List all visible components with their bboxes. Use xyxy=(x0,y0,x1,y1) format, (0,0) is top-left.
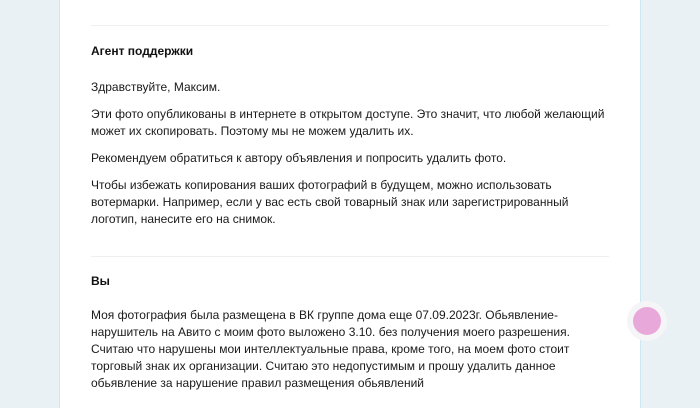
divider xyxy=(91,256,609,257)
message-author: Вы xyxy=(91,274,110,288)
message-paragraph: Здравствуйте, Максим. xyxy=(91,80,221,94)
message-paragraph: Эти фото опубликованы в интернете в открытом доступе. Это значит, что любой желающий может их скопировать. Поэтому мы не можем удалить их. xyxy=(91,107,605,138)
divider xyxy=(91,25,609,26)
message-support xyxy=(91,43,611,228)
message-author: Агент поддержки xyxy=(91,44,194,58)
message-paragraph: Рекомендуем обратиться к автору объявления и попросить удалить фото. xyxy=(91,151,507,165)
message-paragraph: Моя фотография была размещена в ВК группе дома еще 07.09.2023г. Обьявление-нарушитель на Авито с моим фото выложено 3.10. без получения моего разрешения. Считаю что нарушены мои интеллектуальные права, кроме того, на моем фото стоит торговый знак их организации. Считаю это недопустимым и прошу удалить данное обьявление за нарушение правил размещения обьявлений xyxy=(91,308,570,390)
chat-card xyxy=(59,0,641,408)
message-paragraph: Чтобы избежать копирования ваших фотографий в будущем, можно использовать вотермарки. Например, если у вас есть свой товарный знак или зарегистрированный логотип, нанесите его на снимок. xyxy=(91,178,569,226)
message-user xyxy=(91,273,611,392)
chat-bubble-icon[interactable] xyxy=(633,307,661,335)
